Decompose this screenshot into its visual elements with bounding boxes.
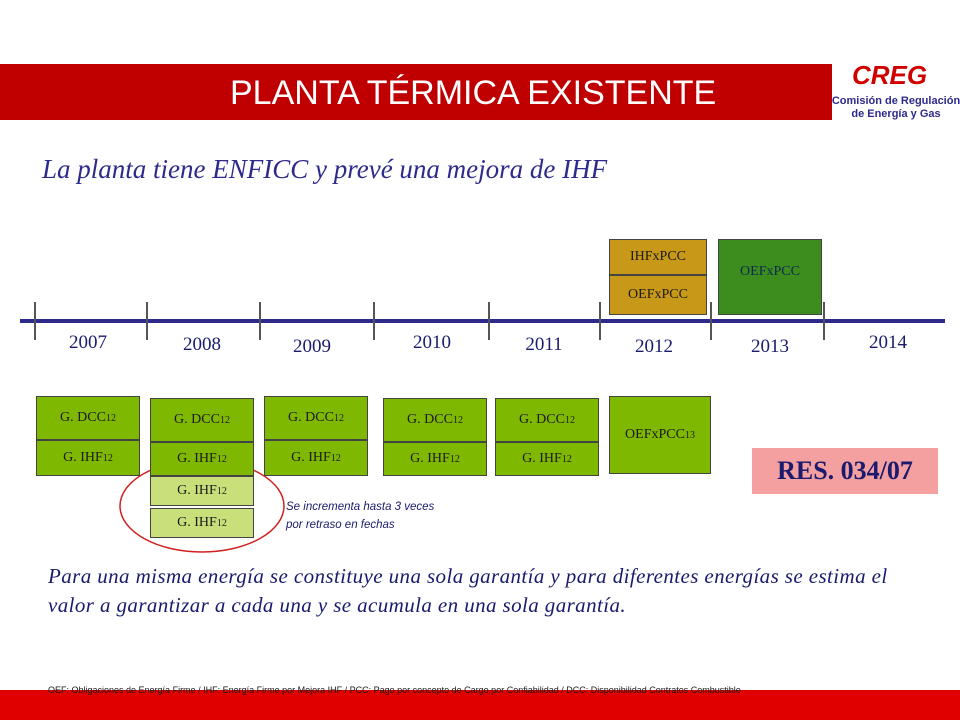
box-g-ihf-2010: G. IHF 12 <box>383 442 487 476</box>
box-oefxpcc13: OEFxPCC 13 <box>609 396 711 474</box>
box-g-ihf-2011: G. IHF 12 <box>495 442 599 476</box>
res-label: RES. 034/07 <box>752 448 938 494</box>
box-oefxpcc-2013: OEFxPCC <box>718 239 822 315</box>
note-line-1: Se incrementa hasta 3 veces <box>286 501 435 513</box>
footnote: OEF: Obligaciones de Energía Firme / IHF: Energía Firme por Mejora IHF / PCC: Pago por concepto de Cargo por Confiabilidad / DCC: Disponibilidad Contratos Combustible <box>48 685 741 695</box>
box-g-dcc-2011: G. DCC 12 <box>495 398 599 442</box>
box-g-ihf-2008: G. IHF 12 <box>150 442 254 476</box>
box-g-dcc-2008: G. DCC 12 <box>150 398 254 442</box>
box-oefxpcc-2012: OEFxPCC <box>609 275 707 315</box>
year-2012: 2012 <box>635 336 673 357</box>
year-2008: 2008 <box>183 334 221 355</box>
logo-wordmark: CREG <box>852 60 928 90</box>
logo-line1: Comisión de Regulación <box>832 95 960 107</box>
subtitle: La planta tiene ENFICC y prevé una mejora de IHF <box>42 154 608 184</box>
box-g-ihf-2007: G. IHF 12 <box>36 440 140 476</box>
box-g-ihf-2008-extra2: G. IHF 12 <box>150 508 254 538</box>
year-2009: 2009 <box>293 336 331 357</box>
year-2014: 2014 <box>869 332 907 353</box>
box-g-ihf-2009: G. IHF 12 <box>264 440 368 476</box>
box-g-dcc-2010: G. DCC 12 <box>383 398 487 442</box>
increment-note <box>286 498 434 534</box>
page-title: PLANTA TÉRMICA EXISTENTE <box>230 74 717 112</box>
year-2007: 2007 <box>69 332 107 353</box>
year-2011: 2011 <box>525 334 563 355</box>
box-g-dcc-2007: G. DCC 12 <box>36 396 140 440</box>
logo-line2: de Energía y Gas <box>851 108 941 120</box>
year-2013: 2013 <box>751 336 789 357</box>
box-g-ihf-2008-extra1: G. IHF 12 <box>150 476 254 506</box>
box-ihfxpcc: IHFxPCC <box>609 239 707 275</box>
year-2010: 2010 <box>413 332 451 353</box>
box-g-dcc-2009: G. DCC 12 <box>264 396 368 440</box>
note-line-2: por retraso en fechas <box>286 519 395 531</box>
explanation-paragraph: Para una misma energía se constituye una sola garantía y para diferentes energías se estima el valor a garantizar a cada una y se acumula en una sola garantía. <box>48 564 888 617</box>
